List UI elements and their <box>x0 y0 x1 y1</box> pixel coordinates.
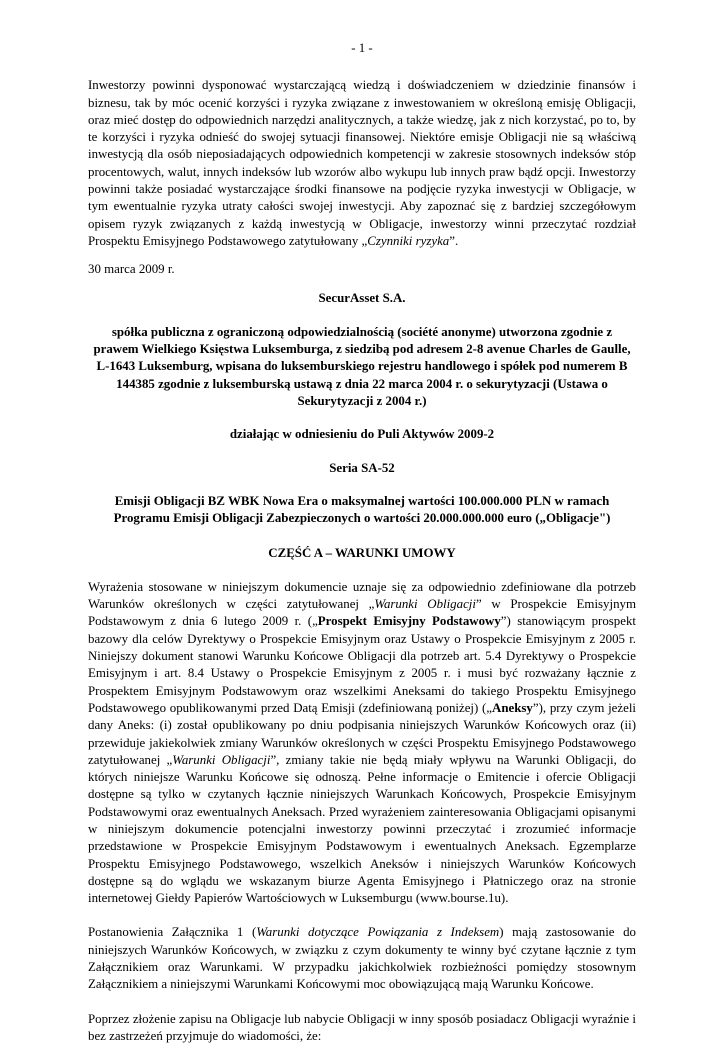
para1-text-2: ” w Prospekcie Emisyjnym Podstawowym z dnia 6 lutego 2009 r. („ <box>88 597 636 629</box>
terms-paragraph-2 <box>88 924 636 993</box>
para2-text-1: Postanowienia Załącznika 1 ( <box>88 925 257 940</box>
para1-italic-1: Warunki Obligacji <box>374 597 476 612</box>
issue-description: Emisji Obligacji BZ WBK Nowa Era o maksymalnej wartości 100.000.000 PLN w ramach Programu Emisji Obligacji Zabezpieczonych o wartości 20.000.000.000 euro („Obligacje") <box>113 493 611 526</box>
para1-text-5: ”, zmiany takie nie będą miały wpływu na Warunki Obligacji, do których niniejsze Warunku Końcowe się odnoszą. Pełne informacje o Emitencie i ofercie Obligacji dostępne są tylko w czytanych łącznie niniejszych Warunkach Końcowych, Prospekcie Emisyjnym Podstawowymi oraz ewentualnych Aneksach. Przed wyrażeniem zainteresowania Obligacjami opisanymi w niniejszym dokumencie potencjalni inwestorzy powinni przeczytać i zrozumieć informacje przedstawione w Prospekcie Emisyjnym Podstawowym i ewentualnych Aneksach. Egzemplarze Prospektu Emisyjnego Podstawowego, wszelkich Aneksów i niniejszych Warunków Końcowych dostępne są do wglądu we wskazanym biurze Agenta Emisyjnego i Płatniczego oraz na stronie internetowej Giełdy Papierów Wartościowych w Luksemburgu (www.bourse.1u). <box>88 752 637 906</box>
intro-text: Inwestorzy powinni dysponować wystarczającą wiedzą i doświadczeniem w dziedzinie finansów i biznesu, tak by móc ocenić korzyści i ryzyka związane z inwestowaniem w określoną emisję Obligacji, oraz mieć dostęp do odpowiednich narzędzi analitycznych, a także wiedzę, jak z nich korzystać, po to, by te korzyści i ryzyka odnieść do swojej sytuacji finansowej. Niektóre emisje Obligacji nie są właściwą inwestycją dla osób nieposiadających odpowiednich kompetencji w zakresie stosownych indeksów stóp procentowych, walut, innych indeksów lub wzorów albo wykupu lub innych praw bądź opcji. Inwestorzy powinni także posiadać wystarczające środki finansowe na podjęcie ryzyka inwestycji w Obligacje, w tym ewentualnie ryzyka utraty całości swojej inwestycji. Aby zapoznać się z bardziej szczegółowym opisem ryzyk związanych z każdą inwestycją w Obligacje, inwestorzy winni przeczytać rozdział Prospektu Emisyjnego Podstawowego zatytułowany „ <box>88 78 636 248</box>
para1-bold-2: Aneksy <box>492 700 533 715</box>
document-date: 30 marca 2009 r. <box>88 262 175 277</box>
para1-bold-1: Prospekt Emisyjny Podstawowy <box>317 614 501 629</box>
para1-text-1: Wyrażenia stosowane w niniejszym dokumencie uznaje się za odpowiednio zdefiniowane dla potrzeb Warunków określonych w części zatytułowanej „ <box>88 579 636 612</box>
terms-paragraph-1 <box>88 579 636 908</box>
para1-text-4: ”), przy czym jeżeli dany Aneks: (i) został opublikowany po dniu podpisania niniejszych Warunków Końcowych oraz (ii) przewiduje jakiekolwiek zmiany Warunków określonych w części Prospektu Emisyjnego Podstawowego zatytułowanej „ <box>88 700 636 767</box>
document-page <box>88 40 636 1045</box>
intro-paragraph <box>88 77 636 250</box>
para1-italic-2: Warunki Obligacji <box>172 752 271 767</box>
issuer-name: SecurAsset S.A. <box>318 290 406 305</box>
issuer-description: spółka publiczna z ograniczoną odpowiedzialnością (société anonyme) utworzona zgodnie z prawem Wielkiego Księstwa Luksemburga, z siedzibą pod adresem 2-8 avenue Charles de Gaulle, L-1643 Luksemburg, wpisana do luksemburskiego rejestru handlowego i spółek pod numerem B 144385 zgodnie z luksemburską ustawą z dnia 22 marca 2004 r. o sekurytyzacji (Ustawa o Sekurytyzacji z 2004 r.) <box>93 324 631 409</box>
para1-text-3: ”) stanowiącym prospekt bazowy dla celów Dyrektywy o Prospekcie Emisyjnym oraz Ustawy o Prospekcie Emisyjnym z 2005 r. Niniejszy dokument stanowi Warunku Końcowe Obligacji dla potrzeb art. 5.4 Dyrektywy o Prospekcie Emisyjnym i art. 8.4 Ustawy o Prospekcie Emisyjnym z 2005 r. i musi być rozważany łącznie z Prospektem Emisyjnym Podstawowym oraz wszelkimi Aneksami do takiego Prospektu Emisyjnego Podstawowego opublikowanymi przed Datą Emisji (zdefiniowaną poniżej) („ <box>88 614 636 715</box>
intro-text-end: ”. <box>449 233 459 248</box>
terms-paragraph-3: Poprzez złożenie zapisu na Obligacje lub nabycie Obligacji w inny sposób posiadacz Obligacji wyraźnie i bez zastrzeżeń przyjmuje do wiadomości, że: <box>88 1011 636 1043</box>
asset-pool: działając w odniesieniu do Puli Aktywów 2009-2 <box>229 427 495 442</box>
page-number: - 1 - <box>351 41 373 55</box>
intro-italic-text: Czynniki ryzyka <box>367 233 450 248</box>
para2-text-2: ) mają zastosowanie do niniejszych Warunków Końcowych, w związku z czym dokumenty te winny być czytane łącznie z tym Załącznikiem oraz Warunkami. W przypadku jakichkolwiek rozbieżności pomiędzy stosownym Załącznikiem a niniejszymi Warunkami Końcowymi moc obowiązującą mają Warunku Końcowe. <box>88 925 636 992</box>
para2-italic-1: Warunki dotyczące Powiązania z Indeksem <box>256 925 500 940</box>
series: Seria SA-52 <box>329 460 395 475</box>
part-a-heading: CZĘŚĆ A – WARUNKI UMOWY <box>268 545 456 560</box>
